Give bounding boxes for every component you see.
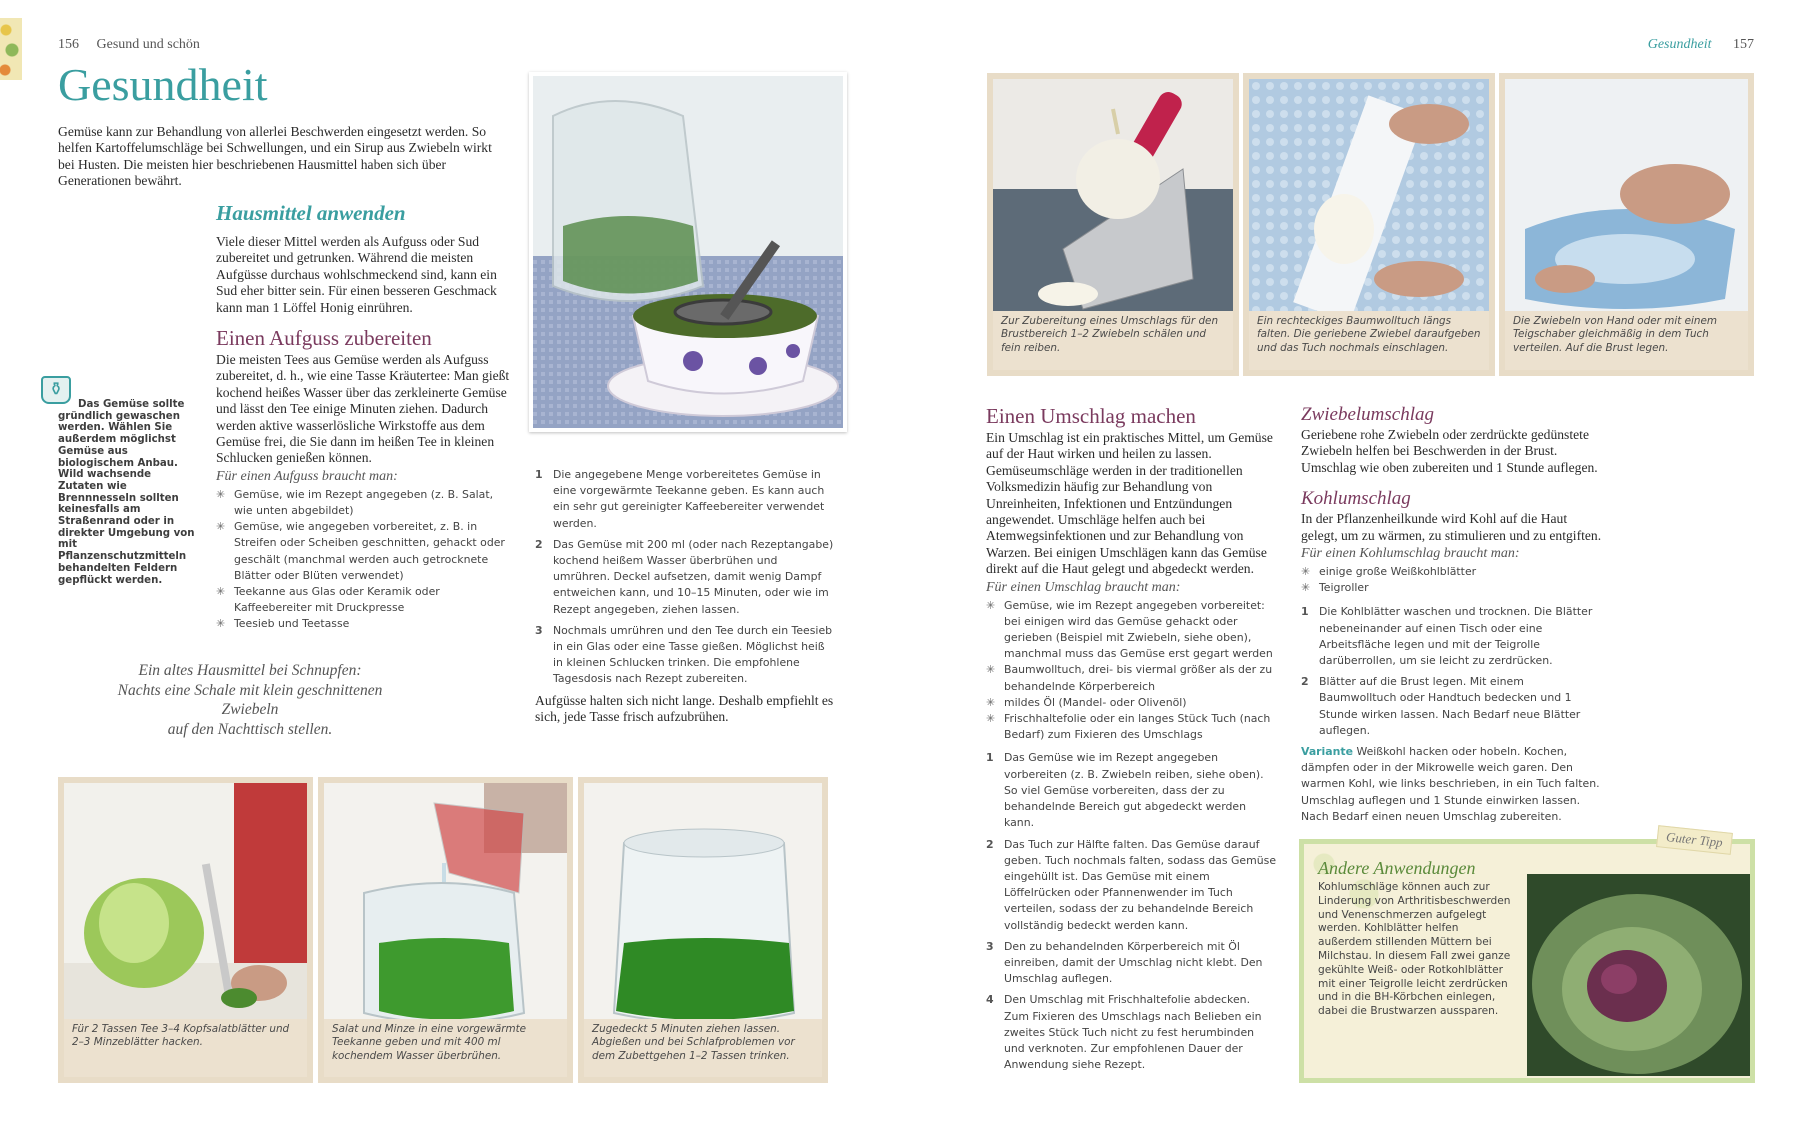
aufguss-section xyxy=(216,326,514,633)
kohl-steps xyxy=(1301,604,1603,739)
step-number: 3 xyxy=(986,939,994,953)
step-text: Nochmals umrühren und den Tee durch ein Teesieb in ein Glas oder eine Tasse gießen. Möglichst heiß in kleinen Schlucken trinken. Die empfohlene Tagesdosis nach Rezept zubereiten. xyxy=(553,623,833,686)
step-text: Blätter auf die Brust legen. Mit einem Baumwolltuch oder Handtuch bedecken und 1 Stunde wirken lassen. Nach Bedarf neue Blätter auflegen. xyxy=(1319,675,1581,737)
pull-quote xyxy=(94,661,406,739)
sidenote-text: Das Gemüse sollte gründlich gewaschen werden. Wählen Sie außerdem möglichst Gemüse aus biologischem Anbau. Wild wachsende Zutaten wie Brennnesseln sollten keinesfalls am Straßenrand oder in direkter Umgebung von mit Pflanzenschutzmitteln behandelten Feldern gepflückt werden. xyxy=(58,399,195,586)
right-page-number: 157 xyxy=(1733,37,1754,52)
step-item xyxy=(986,750,1278,831)
step-item xyxy=(535,467,835,532)
list-item: ✳ Gemüse, wie im Rezept angegeben vorbereitet: bei einigen wird das Gemüse gehackt oder gerieben (Beispiel mit Zwiebeln, siehe oben), manchmal muss das Gemüse erst gegart werden xyxy=(986,598,1278,663)
quote-line: Ein altes Hausmittel bei Schnupfen: xyxy=(138,662,362,679)
umschlag-needs-list xyxy=(986,598,1278,744)
variant-paragraph xyxy=(1301,744,1603,825)
umschlag-needs-heading: Für einen Umschlag braucht man: xyxy=(986,579,1181,595)
step-text: Den Umschlag mit Frischhaltefolie abdecken. Zum Fixieren des Umschlags nach Belieben ein zweites Stück Tuch nicht zu fest herumbinden und verknoten. Zur empfohlenen Dauer der Anwendung siehe Rezept. xyxy=(1004,993,1262,1072)
step-item xyxy=(986,992,1278,1073)
hausmittel-text: Viele dieser Mittel werden als Aufguss oder Sud zubereitet und getrunken. Während die meisten Aufgüsse durchaus wohlschmeckend sind, kann ein Sud eher bitter sein. Für einen besseren Geschmack kann man 1 Löffel Honig einrühren. xyxy=(216,234,497,315)
step-text: Das Tuch zur Hälfte falten. Das Gemüse darauf geben. Tuch nochmals falten, sodass das Gemüse eingehüllt ist. Das Gemüse mit einem Löffelrücken oder Pfannenwender im Tuch verteilen, sodass der zu behandelnde Bereich vollständig bedeckt werden kann. xyxy=(1004,837,1277,932)
step-number: 1 xyxy=(986,751,994,765)
chopping-lettuce-photo xyxy=(58,777,313,1083)
step-number: 2 xyxy=(535,537,543,551)
tip-text: Kohlumschläge können auch zur Linderung von Arthritisbeschwerden und Venenschmerzen aufgelegt werden. Kohlblätter helfen außerdem stillenden Müttern bei Milchstau. In diesem Fall zwei ganze gekühlte Weiß- oder Rotkohlblätter mit einer Teigrolle leicht zerdrücken und in die BH-Körbchen einlegen, dabei die Brustwarzen aussparen. xyxy=(1318,881,1511,1018)
pouring-water-photo xyxy=(318,777,573,1083)
aufguss-steps xyxy=(535,467,835,725)
step-number: 2 xyxy=(986,837,994,851)
grating-onion-photo xyxy=(987,73,1239,376)
step-text: Den zu behandelnden Körperbereich mit Öl einreiben, damit der Umschlag nicht klebt. Den Umschlag auflegen. xyxy=(1004,939,1263,986)
photo-caption: Zur Zubereitung eines Umschlags für den Brustbereich 1–2 Zwiebeln schälen und fein reiben. xyxy=(993,311,1233,370)
step-item xyxy=(986,837,1278,934)
spreading-onion-photo xyxy=(1499,73,1754,376)
tip-content xyxy=(1318,858,1512,1019)
step-item xyxy=(986,939,1278,988)
umschlag-heading: Einen Umschlag machen xyxy=(986,404,1196,428)
aufguss-needs-list xyxy=(216,487,514,633)
step-item xyxy=(535,537,835,618)
kohl-needs-list xyxy=(1301,564,1603,596)
list-item: ✳ Teigroller xyxy=(1301,580,1603,596)
folding-cloth-photo xyxy=(1243,73,1495,376)
list-item: ✳ Baumwolltuch, drei- bis viermal größer als der zu behandelnde Körperbereich xyxy=(986,662,1278,694)
zwiebel-heading: Zwiebelumschlag xyxy=(1301,404,1434,425)
aufguss-closing-text: Aufgüsse halten sich nicht lange. Deshalb empfiehlt es sich, jede Tasse frisch aufzubrühen. xyxy=(535,692,834,725)
list-item: ✳ Teekanne aus Glas oder Keramik oder Kaffeebereiter mit Druckpresse xyxy=(216,584,514,616)
tip-box xyxy=(1299,839,1755,1083)
umschlag-steps xyxy=(986,750,1278,1073)
zwiebel-kohl-column xyxy=(1301,404,1603,825)
step-number: 1 xyxy=(1301,605,1309,619)
step-text: Die Kohlblätter waschen und trocknen. Die Blätter nebeneinander auf einen Tisch oder eine Arbeitsfläche legen und mit der Teigrolle darüberrollen, um sie leicht zu zerdrücken. xyxy=(1319,605,1593,668)
left-section-title: Gesund und schön xyxy=(96,37,200,52)
umschlag-section xyxy=(986,404,1278,1078)
step-number: 2 xyxy=(1301,675,1309,689)
right-folio xyxy=(1648,37,1754,53)
step-item xyxy=(535,623,835,688)
photo-caption: Ein rechteckiges Baumwolltuch längs falten. Die geriebene Zwiebel daraufgeben und das Tuch nochmals einschlagen. xyxy=(1249,311,1489,370)
hausmittel-heading: Hausmittel anwenden xyxy=(216,201,406,225)
spreading-onion-illustration xyxy=(1505,79,1748,319)
list-item: ✳ Frischhaltefolie oder ein langes Stück Tuch (nach Bedarf) zum Fixieren des Umschlags xyxy=(986,711,1278,743)
tip-heading: Andere Anwendungen xyxy=(1318,858,1476,878)
step-item xyxy=(1301,674,1603,739)
photo-caption: Für 2 Tassen Tee 3–4 Kopfsalatblätter und 2–3 Minzeblätter hacken. xyxy=(64,1019,307,1077)
left-folio xyxy=(58,37,200,53)
list-item: ✳ einige große Weißkohlblätter xyxy=(1301,564,1603,580)
quote-line: Nachts eine Schale mit klein geschnittenen Zwiebeln xyxy=(117,681,383,718)
intro-text: Gemüse kann zur Behandlung von allerlei Beschwerden eingesetzt werden. So helfen Kartoffelumschläge bei Schwellungen, und ein Sirup aus Zwiebeln wirkt bei Husten. Die meisten hier beschriebenen Hausmittel haben sich über Generationen bewährt. xyxy=(58,124,492,189)
zwiebel-text: Geriebene rohe Zwiebeln oder zerdrückte gedünstete Zwiebeln helfen bei Beschwerden in der Brust. Umschlag wie oben zubereiten und 1 Stunde auflegen. xyxy=(1301,427,1598,475)
quote-line: auf den Nachttisch stellen. xyxy=(167,720,333,738)
kohl-heading: Kohlumschlag xyxy=(1301,488,1411,510)
aufguss-text: Die meisten Tees aus Gemüse werden als Aufguss zubereitet, d. h., wie eine Tasse Kräutertee: Man gießt kochend heißes Wasser über das zerkleinerte Gemüse und lässt den Tee einige Minuten ziehen. Dadurch werden aktive wasserlösliche Wirkstoffe aus dem Gemüse frei, die Sie dann im heißen Tee in kleinen Schlucken genießen können. xyxy=(216,352,510,466)
step-item xyxy=(1301,604,1603,669)
tea-cup-photo xyxy=(529,72,847,432)
left-page-number: 156 xyxy=(58,37,79,52)
kohl-text: In der Pflanzenheilkunde wird Kohl auf die Haut gelegt, um zu wärmen, zu stimulieren und zu entgiften. xyxy=(1301,511,1602,543)
kohl-needs-heading: Für einen Kohlumschlag braucht man: xyxy=(1301,546,1520,562)
list-item: ✳ mildes Öl (Mandel- oder Olivenöl) xyxy=(986,695,1278,711)
step-number: 3 xyxy=(535,623,543,637)
right-page xyxy=(900,0,1800,1123)
red-cabbage-illustration xyxy=(1527,874,1750,1076)
measuring-cup-icon: ⚱ xyxy=(41,376,71,404)
chopping-lettuce-illustration xyxy=(64,783,307,1031)
aufguss-heading: Einen Aufguss zubereiten xyxy=(216,326,432,350)
step-number: 1 xyxy=(535,468,543,481)
photo-caption: Die Zwiebeln von Hand oder mit einem Teigschaber gleichmäßig in dem Tuch verteilen. Auf die Brust legen. xyxy=(1505,311,1748,370)
pouring-water-illustration xyxy=(324,783,567,1031)
photo-caption: Salat und Minze in eine vorgewärmte Teekanne geben und mit 400 ml kochendem Wasser überbrühen. xyxy=(324,1019,567,1077)
corner-decoration xyxy=(0,18,22,80)
variant-text: Weißkohl hacken oder hobeln. Kochen, dämpfen oder in der Mikrowelle weich garen. Den warmen Kohl, wie links beschrieben, in ein Tuch falten. Umschlag auflegen und 1 Stunde einwirken lassen. Nach Bedarf einen neuen Umschlag zubereiten. xyxy=(1301,745,1600,823)
photo-caption: Zugedeckt 5 Minuten ziehen lassen. Abgießen und bei Schlafproblemen vor dem Zubettgehen 1–2 Tassen trinken. xyxy=(584,1019,822,1077)
step-number: 4 xyxy=(986,993,994,1007)
list-item: ✳ Gemüse, wie im Rezept angegeben (z. B. Salat, wie unten abgebildet) xyxy=(216,487,514,519)
step-text: Das Gemüse wie im Rezept angegeben vorbereiten (z. B. Zwiebeln reiben, siehe oben). So viel Gemüse vorbereiten, dass der zu behandelnde Bereich gut abgedeckt werden kann. xyxy=(1004,751,1264,830)
tip-label: Guter Tipp xyxy=(1656,825,1733,855)
list-item: ✳ Teesieb und Teetasse xyxy=(216,616,514,632)
folding-cloth-illustration xyxy=(1249,79,1489,319)
tea-cup-illustration xyxy=(533,76,843,428)
variant-label: Variante xyxy=(1301,745,1353,759)
steeping-tea-illustration xyxy=(584,783,822,1031)
steeping-tea-photo xyxy=(578,777,828,1083)
umschlag-text: Ein Umschlag ist ein praktisches Mittel, um Gemüse auf der Haut wirken und heilen zu lassen. Gemüseumschläge werden in der traditionellen Volksmedizin häufig zur Behandlung von Unreinheiten, Infektionen und Entzündungen angewendet. Umschläge helfen auch bei Atemwegsinfektionen und zur Behandlung von Warzen. Bei einigen Umschlägen kann das Gemüse direkt auf die Haut gelegt und abgedeckt werden. xyxy=(986,430,1273,577)
hausmittel-section xyxy=(216,201,498,316)
step-text: Die angegebene Menge vorbereitetes Gemüse in eine vorgewärmte Teekanne geben. Es kann auch ein sehr gut gereinigter Kaffeebereiter verwendet werden. xyxy=(553,468,825,530)
aufguss-needs-heading: Für einen Aufguss braucht man: xyxy=(216,468,398,484)
grating-onion-illustration xyxy=(993,79,1233,319)
step-text: Das Gemüse mit 200 ml (oder nach Rezeptangabe) kochend heißem Wasser überbrühen und umrühren. Deckel aufsetzen, damit wenig Dampf entweichen kann, und 10–15 Minuten, oder wie im Rezept angegeben, ziehen lassen. xyxy=(553,537,834,616)
list-item: ✳ Gemüse, wie angegeben vorbereitet, z. B. in Streifen oder Scheiben geschnitten, gehackt oder geschält (manchmal werden auch getrocknete Blätter oder Blüten verwendet) xyxy=(216,519,514,584)
page-title: Gesundheit xyxy=(58,59,268,110)
right-section-title: Gesundheit xyxy=(1647,37,1712,52)
